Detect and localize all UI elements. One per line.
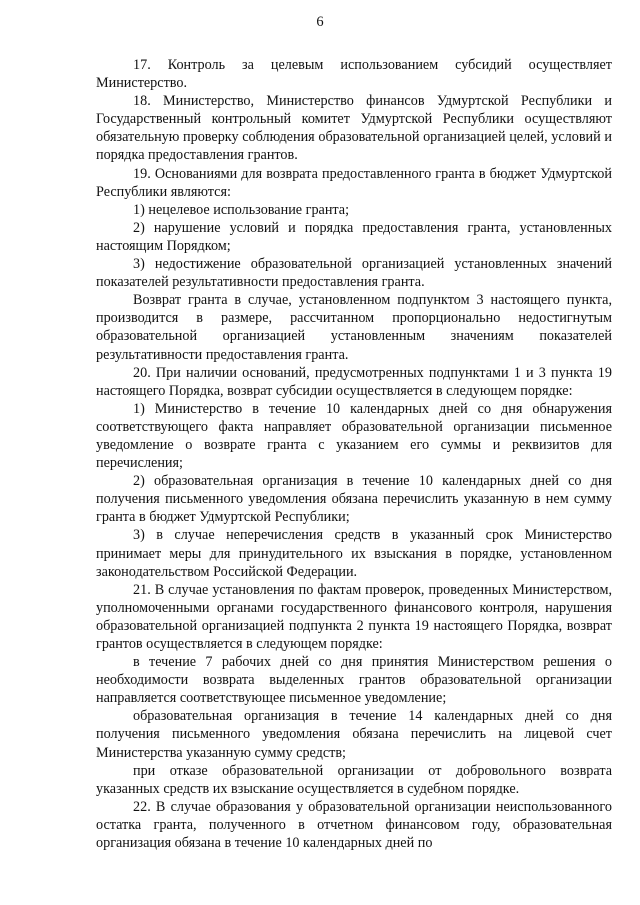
paragraph-18: 18. Министерство, Министерство финансов Удмуртской Республики и Государственный контрольный комитет Удмуртской Республики осуществляют обязательную проверку соблюдения образовательной организацией целей, условий и порядка предоставления грантов. xyxy=(96,93,612,164)
paragraph-19: 19. Основаниями для возврата предоставленного гранта в бюджет Удмуртской Республики являются: xyxy=(96,165,612,200)
paragraph-21-step-1: в течение 7 рабочих дней со дня принятия Министерством решения о необходимости возврата выделенных грантов образовательной организации направляется соответствующее письменное уведомление; xyxy=(96,654,612,707)
paragraph-20-item-1: 1) Министерство в течение 10 календарных дней со дня обнаружения соответствующего факта направляет образовательной организации письменное уведомление о возврате гранта с указанием его суммы и реквизитов для перечисления; xyxy=(96,400,612,472)
paragraph-22: 22. В случае образования у образовательной организации неиспользованного остатка гранта, полученного в отчетном финансовом году, образовательная организация обязана в течение 10 календарных дней по xyxy=(96,798,612,852)
paragraph-20-item-2: 2) образовательная организация в течение 10 календарных дней со дня получения письменного уведомления обязана перечислить указанную в нем сумму гранта в бюджет Удмуртской Республики; xyxy=(96,473,612,526)
paragraph-19-refund-note: Возврат гранта в случае, установленном подпунктом 3 настоящего пункта, производится в размере, рассчитанном пропорционально недостигнутым образовательной организацией установленным значениям показателей результативности предоставления гранта. xyxy=(96,292,612,363)
paragraph-21-step-2: образовательная организация в течение 14 календарных дней со дня получения письменного уведомления обязана перечислить на лицевой счет Министерства указанную сумму средств; xyxy=(96,708,612,761)
paragraph-17: 17. Контроль за целевым использованием субсидий осуществляет Министерство. xyxy=(96,57,612,92)
paragraph-19-item-2: 2) нарушение условий и порядка предоставления гранта, установленных настоящим Порядком; xyxy=(96,219,612,254)
page-number: 6 xyxy=(316,14,324,30)
paragraph-20: 20. При наличии оснований, предусмотренных подпунктами 1 и 3 пункта 19 настоящего Порядка, возврат субсидии осуществляется в следующем порядке: xyxy=(96,364,612,399)
paragraph-19-item-1: 1) нецелевое использование гранта; xyxy=(133,201,350,218)
paragraph-20-item-3: 3) в случае неперечисления средств в указанный срок Министерство принимает меры для принудительного их взыскания в порядке, установленном законодательством Российской Федерации. xyxy=(96,527,612,580)
document-body xyxy=(96,56,612,852)
paragraph-21: 21. В случае установления по фактам проверок, проведенных Министерством, уполномоченными органами государственного финансового контроля, нарушения образовательной организацией подпункта 2 пункта 19 настоящего Порядка, возврат грантов осуществляется в следующем порядке: xyxy=(96,581,612,652)
paragraph-19-item-3: 3) недостижение образовательной организацией установленных значений показателей результативности предоставления гранта. xyxy=(96,256,612,291)
paragraph-21-step-3: при отказе образовательной организации от добровольного возврата указанных средств их взыскание осуществляется в судебном порядке. xyxy=(96,762,612,797)
